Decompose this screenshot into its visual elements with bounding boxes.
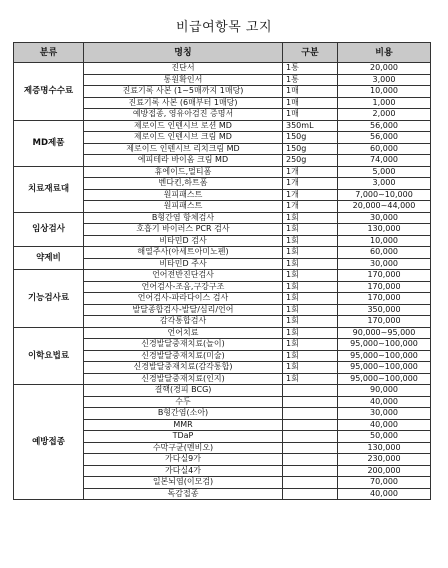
unit-cell bbox=[283, 465, 338, 477]
header-price: 비용 bbox=[338, 43, 431, 63]
price-cell: 95,000~100,000 bbox=[338, 339, 431, 351]
unit-cell: 1회 bbox=[283, 350, 338, 362]
table-body bbox=[14, 63, 431, 500]
name-cell: 결핵(경피 BCG) bbox=[84, 385, 283, 397]
name-cell: 감각통합검사 bbox=[84, 316, 283, 328]
name-cell: 진료기록 사본 (6매부터 1매당) bbox=[84, 97, 283, 109]
unit-cell: 1회 bbox=[283, 212, 338, 224]
price-cell: 30,000 bbox=[338, 212, 431, 224]
table-row bbox=[14, 327, 431, 339]
name-cell: B형간염 항체검사 bbox=[84, 212, 283, 224]
name-cell: 제로이드 인텐시브 리치크림 MD bbox=[84, 143, 283, 155]
name-cell: 가다실9가 bbox=[84, 454, 283, 466]
unit-cell bbox=[283, 385, 338, 397]
name-cell: 가다실4가 bbox=[84, 465, 283, 477]
category-cell: 예방접종 bbox=[14, 385, 84, 500]
unit-cell bbox=[283, 419, 338, 431]
unit-cell: 1회 bbox=[283, 362, 338, 374]
price-cell: 90,000 bbox=[338, 385, 431, 397]
price-cell: 130,000 bbox=[338, 442, 431, 454]
name-cell: 제로이드 인텐시브 로션 MD bbox=[84, 120, 283, 132]
price-cell: 10,000 bbox=[338, 235, 431, 247]
unit-cell: 1회 bbox=[283, 293, 338, 305]
table-row bbox=[14, 247, 431, 259]
price-cell: 95,000~100,000 bbox=[338, 362, 431, 374]
name-cell: 수두 bbox=[84, 396, 283, 408]
table-row bbox=[14, 212, 431, 224]
category-cell: 약제비 bbox=[14, 247, 84, 270]
price-cell: 90,000~95,000 bbox=[338, 327, 431, 339]
price-cell: 5,000 bbox=[338, 166, 431, 178]
name-cell: 예방접종, 영유아검진 증명서 bbox=[84, 109, 283, 121]
price-cell: 60,000 bbox=[338, 143, 431, 155]
header-unit: 구분 bbox=[283, 43, 338, 63]
price-cell: 10,000 bbox=[338, 86, 431, 98]
price-cell: 230,000 bbox=[338, 454, 431, 466]
unit-cell: 1회 bbox=[283, 258, 338, 270]
price-cell: 40,000 bbox=[338, 419, 431, 431]
unit-cell: 1회 bbox=[283, 247, 338, 259]
name-cell: 원피패스트 bbox=[84, 189, 283, 201]
name-cell: 언어치료 bbox=[84, 327, 283, 339]
table-row bbox=[14, 166, 431, 178]
name-cell: TDaP bbox=[84, 431, 283, 443]
price-cell: 30,000 bbox=[338, 258, 431, 270]
category-cell: 이학요법료 bbox=[14, 327, 84, 385]
name-cell: 독감접종 bbox=[84, 488, 283, 500]
name-cell: 언어전반진단검사 bbox=[84, 270, 283, 282]
price-cell: 50,000 bbox=[338, 431, 431, 443]
name-cell: 해열주사(아세트아미노펜) bbox=[84, 247, 283, 259]
unit-cell: 1회 bbox=[283, 327, 338, 339]
name-cell: 언어검사-조음,구강구조 bbox=[84, 281, 283, 293]
name-cell: 수막구균(멘비오) bbox=[84, 442, 283, 454]
unit-cell bbox=[283, 408, 338, 420]
name-cell: 언어검사-파라다이스 검사 bbox=[84, 293, 283, 305]
unit-cell bbox=[283, 431, 338, 443]
name-cell: 통원확인서 bbox=[84, 74, 283, 86]
price-cell: 30,000 bbox=[338, 408, 431, 420]
unit-cell: 1통 bbox=[283, 74, 338, 86]
price-cell: 20,000 bbox=[338, 63, 431, 75]
price-cell: 350,000 bbox=[338, 304, 431, 316]
price-cell: 3,000 bbox=[338, 74, 431, 86]
price-cell: 40,000 bbox=[338, 488, 431, 500]
price-cell: 70,000 bbox=[338, 477, 431, 489]
unit-cell: 1통 bbox=[283, 63, 338, 75]
unit-cell: 1개 bbox=[283, 201, 338, 213]
category-cell: 임상검사 bbox=[14, 212, 84, 247]
table-row bbox=[14, 270, 431, 282]
unit-cell: 150g bbox=[283, 132, 338, 144]
name-cell: 호흡기 바이러스 PCR 검사 bbox=[84, 224, 283, 236]
name-cell: 진료기록 사본 (1~5매까지 1매당) bbox=[84, 86, 283, 98]
name-cell: 비타민D 검사 bbox=[84, 235, 283, 247]
unit-cell: 1회 bbox=[283, 224, 338, 236]
name-cell: 벤다킨,하트폼 bbox=[84, 178, 283, 190]
unit-cell: 350mL bbox=[283, 120, 338, 132]
price-cell: 2,000 bbox=[338, 109, 431, 121]
price-cell: 60,000 bbox=[338, 247, 431, 259]
price-cell: 56,000 bbox=[338, 120, 431, 132]
name-cell: 일본뇌염(이모검) bbox=[84, 477, 283, 489]
price-cell: 130,000 bbox=[338, 224, 431, 236]
price-table bbox=[13, 42, 431, 500]
price-cell: 170,000 bbox=[338, 281, 431, 293]
category-cell: 치료재료대 bbox=[14, 166, 84, 212]
unit-cell bbox=[283, 454, 338, 466]
name-cell: B형간염(소아) bbox=[84, 408, 283, 420]
price-cell: 170,000 bbox=[338, 270, 431, 282]
category-cell: MD제품 bbox=[14, 120, 84, 166]
name-cell: 휴에이드,멀티폼 bbox=[84, 166, 283, 178]
unit-cell: 1회 bbox=[283, 316, 338, 328]
unit-cell: 1회 bbox=[283, 235, 338, 247]
price-cell: 3,000 bbox=[338, 178, 431, 190]
price-cell: 170,000 bbox=[338, 316, 431, 328]
name-cell: 진단서 bbox=[84, 63, 283, 75]
price-cell: 170,000 bbox=[338, 293, 431, 305]
name-cell: 제로이드 인텐시브 크림 MD bbox=[84, 132, 283, 144]
unit-cell: 1회 bbox=[283, 270, 338, 282]
price-cell: 200,000 bbox=[338, 465, 431, 477]
unit-cell: 1매 bbox=[283, 97, 338, 109]
name-cell: 신경발달중재치료(인지) bbox=[84, 373, 283, 385]
name-cell: MMR bbox=[84, 419, 283, 431]
price-cell: 74,000 bbox=[338, 155, 431, 167]
price-cell: 40,000 bbox=[338, 396, 431, 408]
table-header-row bbox=[14, 43, 431, 63]
unit-cell bbox=[283, 442, 338, 454]
price-cell: 20,000~44,000 bbox=[338, 201, 431, 213]
unit-cell: 1매 bbox=[283, 109, 338, 121]
unit-cell bbox=[283, 396, 338, 408]
unit-cell bbox=[283, 477, 338, 489]
category-cell: 기능검사료 bbox=[14, 270, 84, 328]
price-cell: 95,000~100,000 bbox=[338, 373, 431, 385]
header-name: 명칭 bbox=[84, 43, 283, 63]
unit-cell: 1회 bbox=[283, 281, 338, 293]
unit-cell: 1회 bbox=[283, 339, 338, 351]
unit-cell: 1회 bbox=[283, 373, 338, 385]
price-cell: 1,000 bbox=[338, 97, 431, 109]
price-cell: 56,000 bbox=[338, 132, 431, 144]
page-title: 비급여항목 고지 bbox=[175, 20, 273, 35]
unit-cell: 1회 bbox=[283, 304, 338, 316]
unit-cell: 250g bbox=[283, 155, 338, 167]
unit-cell: 1개 bbox=[283, 166, 338, 178]
name-cell: 발달종합검사-발달/심리/언어 bbox=[84, 304, 283, 316]
category-cell: 제증명수수료 bbox=[14, 63, 84, 121]
table-row bbox=[14, 63, 431, 75]
price-cell: 7,000~10,000 bbox=[338, 189, 431, 201]
name-cell: 에피테라 바이옴 크림 MD bbox=[84, 155, 283, 167]
unit-cell bbox=[283, 488, 338, 500]
price-cell: 95,000~100,000 bbox=[338, 350, 431, 362]
name-cell: 신경발달중재치료(감각통합) bbox=[84, 362, 283, 374]
unit-cell: 1개 bbox=[283, 178, 338, 190]
name-cell: 원피패스트 bbox=[84, 201, 283, 213]
name-cell: 비타민D 주사 bbox=[84, 258, 283, 270]
table-row bbox=[14, 120, 431, 132]
name-cell: 신경발달중재치료(미술) bbox=[84, 350, 283, 362]
unit-cell: 150g bbox=[283, 143, 338, 155]
name-cell: 신경발달중재치료(놀이) bbox=[84, 339, 283, 351]
unit-cell: 1개 bbox=[283, 189, 338, 201]
header-category: 분류 bbox=[14, 43, 84, 63]
table-row bbox=[14, 385, 431, 397]
unit-cell: 1매 bbox=[283, 86, 338, 98]
